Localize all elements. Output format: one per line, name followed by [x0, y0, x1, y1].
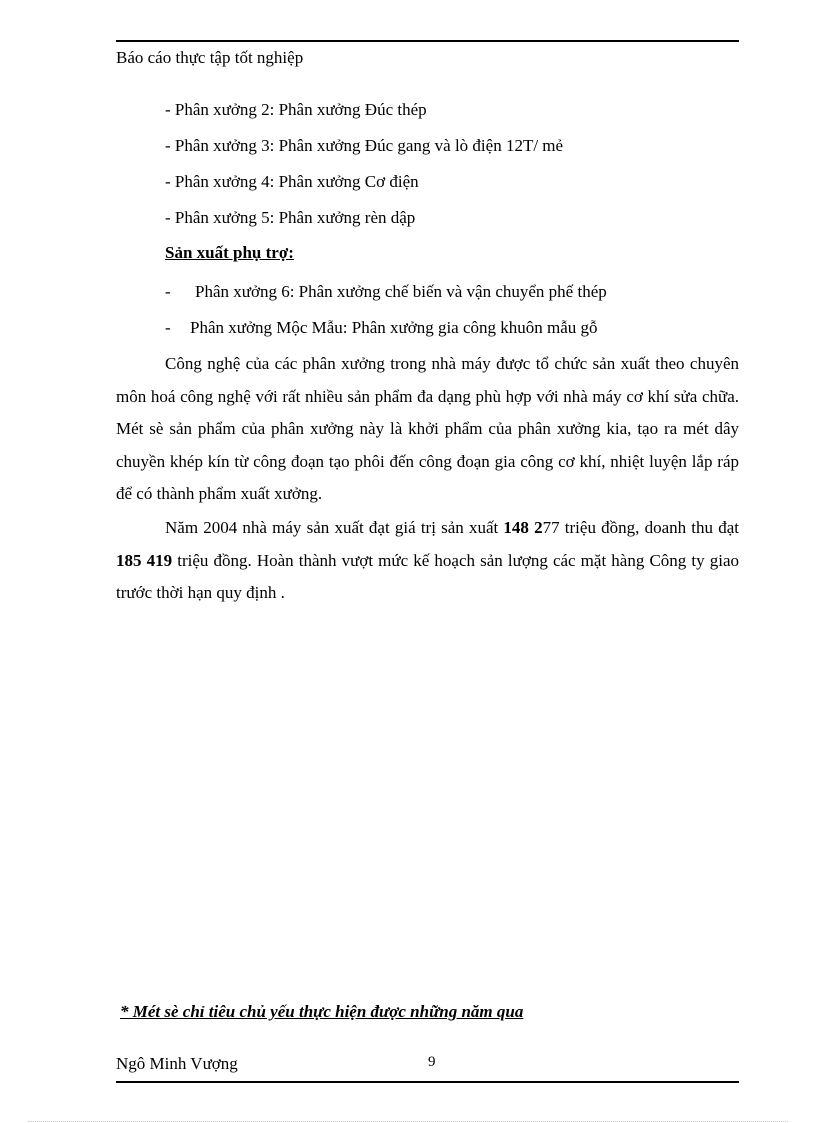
- list-item-text: Phân xưởng Mộc Mẫu: Phân xưởng gia công khuôn mẫu gỗ: [190, 318, 598, 337]
- list-item: - Phân xưởng 5: Phân xưởng rèn dập: [165, 208, 416, 227]
- production-value: 148 2: [503, 518, 543, 537]
- auxiliary-heading: Sản xuất phụ trợ:: [165, 243, 294, 262]
- footer-author: Ngô Minh Vượng: [116, 1054, 238, 1073]
- list-item: [116, 279, 739, 315]
- list-item: [116, 315, 739, 351]
- revenue-value: 185 419: [116, 550, 173, 570]
- page-number: 9: [428, 1054, 436, 1070]
- auxiliary-list: [116, 279, 739, 351]
- header-rule: [116, 40, 739, 42]
- paragraph-text: triệu đồng. Hoàn thành vượt mức kế hoạch sản lượng các mặt hàng Công ty giao trước thời hạn quy định .: [116, 550, 739, 602]
- paragraph-technology: [116, 348, 739, 511]
- header-title: Báo cáo thực tập tốt nghiệp: [116, 48, 304, 67]
- footer-rule: [116, 1081, 739, 1083]
- list-item-text: Phân xưởng 6: Phân xưởng chế biến và vận chuyển phế thép: [195, 282, 607, 301]
- paragraph-production: [116, 512, 739, 610]
- list-dash: -: [165, 282, 171, 301]
- paragraph-text: 77 triệu đồng, doanh thu đạt: [542, 518, 739, 537]
- list-item: - Phân xưởng 3: Phân xưởng Đúc gang và lò điện 12T/ mẻ: [165, 136, 564, 155]
- page-edge-divider: [28, 1121, 788, 1122]
- section-heading: * Mét sè chỉ tiêu chủ yếu thực hiện được những năm qua: [120, 1002, 524, 1021]
- list-item: - Phân xưởng 2: Phân xưởng Đúc thép: [165, 100, 427, 119]
- workshop-list: [165, 97, 739, 241]
- paragraph-text: Công nghệ của các phân xưởng trong nhà máy được tổ chức sản xuất theo chuyên môn hoá công nghệ với rất nhiều sản phẩm đa dạng phù hợp với nhà máy cơ khí sửa chữa. Mét sè sản phẩm của phân xưởng này là khởi phẩm của phân xưởng kia, tạo ra mét dây chuyền khép kín từ công đoạn tạo phôi đến công đoạn gia công cơ khí, nhiệt luyện lắp ráp để có thành phẩm xuất xưởng.: [116, 354, 739, 503]
- paragraph-text: Năm 2004 nhà máy sản xuất đạt giá trị sản xuất: [165, 518, 504, 537]
- list-item: - Phân xưởng 4: Phân xưởng Cơ điện: [165, 172, 419, 191]
- list-dash: -: [165, 318, 171, 337]
